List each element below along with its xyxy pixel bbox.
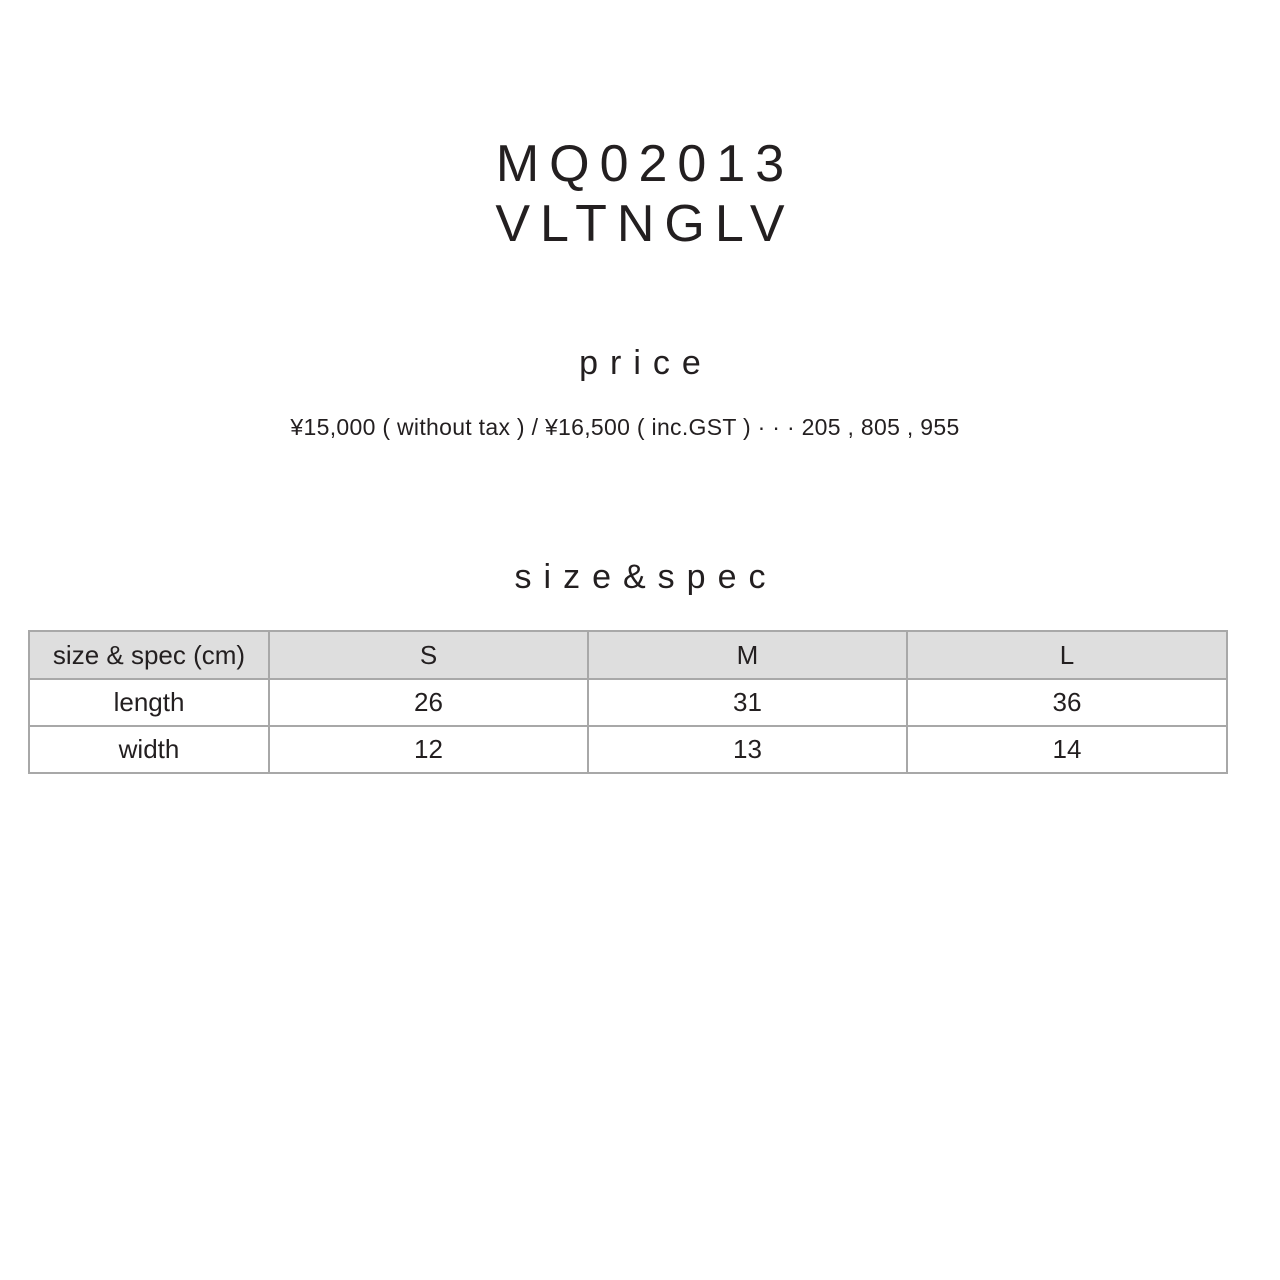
table-row — [29, 679, 1227, 726]
price-heading: price — [579, 344, 713, 382]
table-row — [29, 726, 1227, 773]
table-cell: 14 — [907, 726, 1227, 773]
size-spec-table — [28, 630, 1228, 774]
table-header-row — [29, 631, 1227, 679]
header-cell-label: size & spec (cm) — [29, 631, 269, 679]
table-cell: 31 — [588, 679, 907, 726]
header-cell-size-l: L — [907, 631, 1227, 679]
table-cell: 13 — [588, 726, 907, 773]
price-line: ¥15,000 ( without tax ) / ¥16,500 ( inc.GST ) · · · 205 , 805 , 955 — [290, 414, 960, 440]
product-title — [0, 134, 1280, 254]
row-label-width: width — [29, 726, 269, 773]
product-name: VLTNGLV — [495, 195, 795, 253]
header-cell-size-m: M — [588, 631, 907, 679]
size-spec-heading: size&spec — [514, 558, 778, 596]
row-label-length: length — [29, 679, 269, 726]
header-cell-size-s: S — [269, 631, 588, 679]
product-code: MQ02013 — [495, 135, 795, 193]
table-cell: 26 — [269, 679, 588, 726]
table-cell: 12 — [269, 726, 588, 773]
table-cell: 36 — [907, 679, 1227, 726]
